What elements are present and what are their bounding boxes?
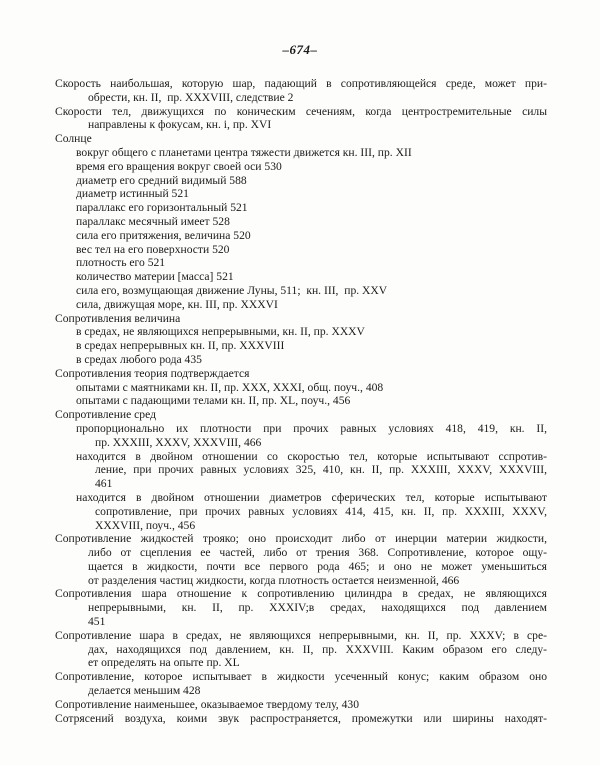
index-line: Скорости тел, движущихся по коническим сечениям, когда центростремительные силы xyxy=(55,104,547,118)
index-line: Сопротивления величина xyxy=(55,311,181,325)
index-line: ление, при прочих равных условиях 325, 410, кн. II, пр. XXXIII, XXXV, XXXVIII, xyxy=(95,463,547,477)
index-line: Сотрясений воздуха, коими звук распространяется, промежутки или ширины находят- xyxy=(55,711,547,725)
index-line: Сопротивление наименьшее, оказываемое твердому телу, 430 xyxy=(55,697,359,711)
index-line: щается в жидкости, почти все первого рода 465; и оно не может уменьшиться xyxy=(88,559,547,573)
index-line: Солнце xyxy=(55,132,92,146)
index-line: количество материи [масса] 521 xyxy=(76,270,234,284)
index-line: диаметр истинный 521 xyxy=(76,187,189,201)
index-line: Сопротивление жидкостей трояко; оно происходит либо от инерции материи жидкости, xyxy=(55,532,547,546)
index-line: сила его притяжения, величина 520 xyxy=(76,228,251,242)
index-line: XXXVIII, поуч., 456 xyxy=(95,518,196,532)
index-line: диаметр его средний видимый 588 xyxy=(76,173,247,187)
index-line: направлены к фокусам, кн. i, пр. XVI xyxy=(88,118,272,132)
index-line: дах, находящихся под давлением, кн. II, пр. XXXVIII. Каким образом его следу- xyxy=(88,642,547,656)
index-line: сила, движущая море, кн. III, пр. XXXVI xyxy=(76,297,278,311)
index-line: Сопротивления шара отношение к сопротивлению цилиндра в средах, не являющихся xyxy=(55,587,547,601)
index-line: Сопротивления теория подтверждается xyxy=(55,366,250,380)
index-line: находится в двойном отношении диаметров сферических тел, которые испытывают xyxy=(76,490,547,504)
index-line: в средах, не являющихся непрерывными, кн. II, пр. XXXV xyxy=(76,325,365,339)
index-line: параллакс месячный имеет 528 xyxy=(76,214,230,228)
index-line: плотность его 521 xyxy=(76,256,166,270)
index-line: опытами с падающими телами кн. II, пр. XL, поуч., 456 xyxy=(76,394,351,408)
index-line: либо от сцепления ее частей, либо от трения 368. Сопротивление, которое ощу- xyxy=(88,546,547,560)
index-line: в средах непрерывных кн. II, пр. XXXVIII xyxy=(76,339,285,353)
index-line: пр. XXXIII, XXXV, XXXVIII, 466 xyxy=(95,435,262,449)
index-line: время его вращения вокруг своей оси 530 xyxy=(76,159,282,173)
index-line: параллакс его горизонтальный 521 xyxy=(76,201,248,215)
page-number: –674– xyxy=(282,42,318,57)
index-line: Сопротивление сред xyxy=(55,408,156,422)
index-line: вокруг общего с планетами центра тяжести движется кн. III, пр. XII xyxy=(76,145,412,159)
index-line: от разделения частиц жидкости, когда плотность остается неизменной, 466 xyxy=(88,573,460,587)
index-line: Скорость наибольшая, которую шар, падающий в сопротивляющейся среде, может при- xyxy=(55,77,547,90)
index-line: опытами с маятниками кн. II, пр. XXX, XXXI, общ. поуч., 408 xyxy=(76,380,384,394)
index-line: сопротивление, при прочих равных условиях 414, 415, кн. II, пр. XXXIII, XXXV, xyxy=(95,504,547,518)
index-line: находится в двойном отношении со скоростью тел, которые испытывают сспротив- xyxy=(76,449,547,463)
index-line: вес тел на его поверхности 520 xyxy=(76,242,230,256)
index-line: пропорционально их плотности при прочих равных условиях 418, 419, кн. II, xyxy=(76,421,547,435)
index-line: Сопротивление, которое испытывает в жидкости усеченный конус; каким образом оно xyxy=(55,670,547,684)
index-line: непрерывными, кн. II, пр. XXXIV;в средах, находящихся под давлением xyxy=(88,601,547,615)
index-line: обрести, кн. II, пр. XXXVIII, следствие 2 xyxy=(88,90,294,104)
index-text-block xyxy=(55,77,547,725)
index-line: 451 xyxy=(88,615,106,629)
index-line: Сопротивление шара в средах, не являющихся непрерывными, кн. II, пр. XXXV; в сре- xyxy=(55,628,547,642)
index-line: в средах любого рода 435 xyxy=(76,352,202,366)
index-line: сила его, возмущающая движение Луны, 511; кн. III, пр. XXV xyxy=(76,283,388,297)
index-line: ет определять на опыте пр. XL xyxy=(88,656,240,670)
index-line: 461 xyxy=(95,477,113,491)
index-line: делается меньшим 428 xyxy=(88,684,201,698)
